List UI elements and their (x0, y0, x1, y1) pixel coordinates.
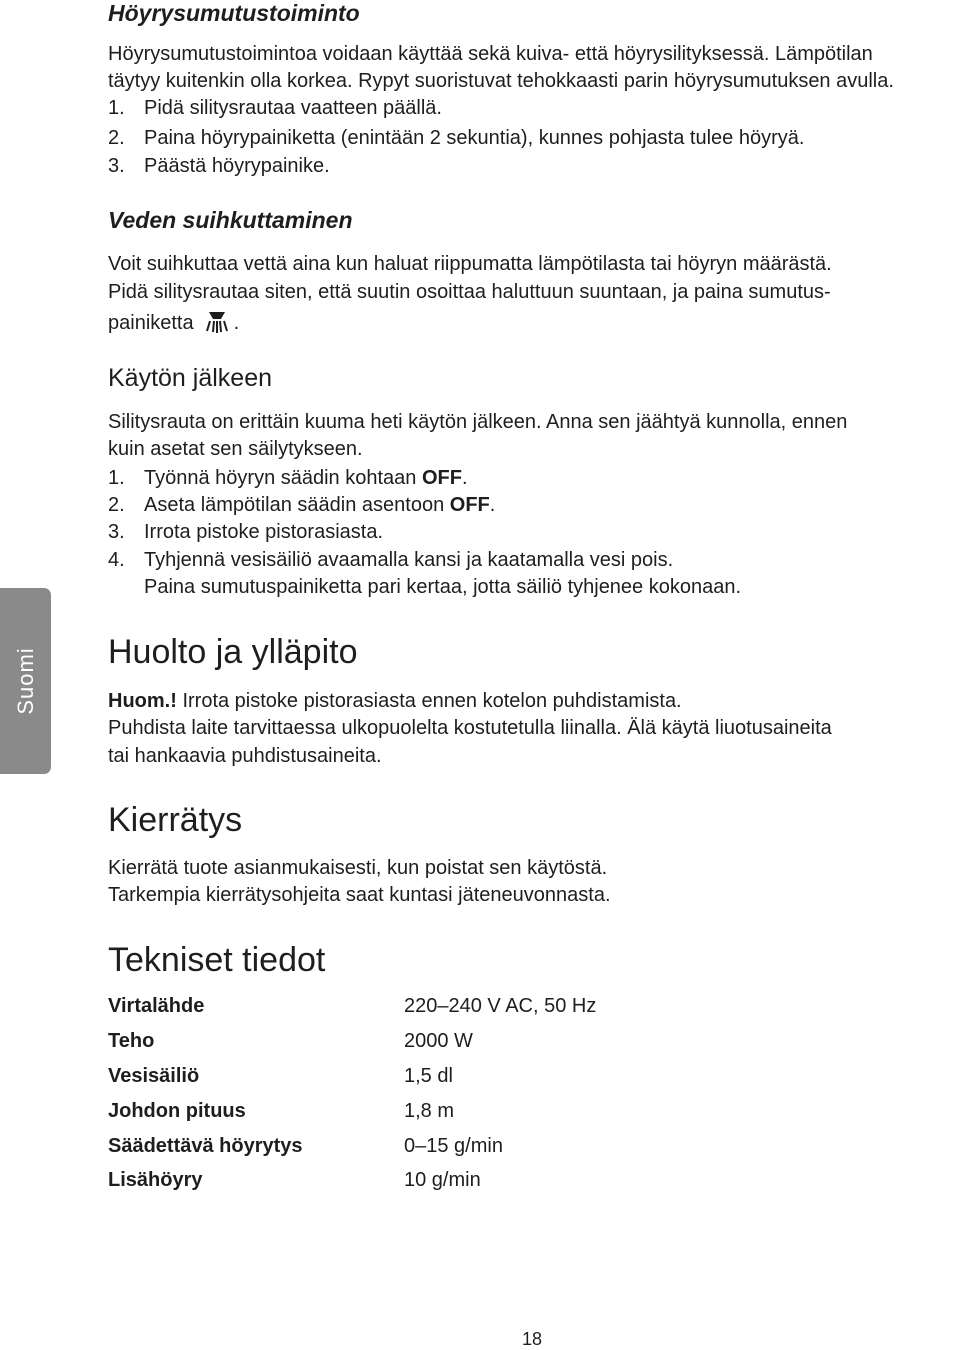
step-number: 1. (108, 467, 125, 489)
step-text: Työnnä höyryn säädin kohtaan (144, 467, 422, 489)
after-use-line2: kuin asetat sen säilytykseen. (108, 438, 363, 460)
step-number: 2. (108, 127, 125, 149)
spray-line3-end: . (233, 312, 240, 334)
spec-value-power: 2000 W (404, 1030, 473, 1052)
maintenance-note (108, 690, 682, 713)
steam-burst-para-line1: Höyrysumutustoimintoa voidaan käyttää sekä kuiva- että höyrysilityksessä. Lämpötilan (108, 43, 873, 65)
spec-label-adjustable-steam: Säädettävä höyrytys (108, 1135, 303, 1157)
step-number: 1. (108, 97, 125, 119)
steam-burst-heading: Höyrysumutustoiminto (108, 0, 360, 26)
spray-line1: Voit suihkuttaa vettä aina kun haluat riippumatta lämpötilasta tai höyryn määrästä. (108, 253, 832, 275)
steam-burst-step-1 (108, 97, 442, 120)
recycling-line2: Tarkempia kierrätysohjeita saat kuntasi jäteneuvonnasta. (108, 884, 611, 906)
step-text: Päästä höyrypainike. (144, 155, 330, 177)
steam-burst-para-line2: täytyy kuitenkin olla korkea. Rypyt suoristuvat tehokkaasti parin höyrysumutuksen avulla. (108, 70, 894, 92)
spec-value-cord-length: 1,8 m (404, 1100, 455, 1122)
after-use-step-4 (108, 549, 673, 572)
spray-button-icon (204, 309, 230, 335)
spec-label-power: Teho (108, 1030, 155, 1052)
after-use-heading: Käytön jälkeen (108, 364, 273, 392)
recycling-line1: Kierrätä tuote asianmukaisesti, kun poistat sen käytöstä. (108, 857, 608, 879)
after-use-step-3 (108, 521, 383, 544)
after-use-step-2 (108, 494, 495, 517)
step-text: Paina höyrypainiketta (enintään 2 sekuntia), kunnes pohjasta tulee höyryä. (144, 127, 805, 149)
after-use-line1: Silitysrauta on erittäin kuuma heti käytön jälkeen. Anna sen jäähtyä kunnolla, ennen (108, 411, 848, 433)
spray-line3 (108, 309, 239, 335)
step-text: Pidä silitysrautaa vaatteen päällä. (144, 97, 442, 119)
step-bold: OFF (421, 467, 462, 489)
maintenance-line3: tai hankaavia puhdistusaineita. (108, 745, 382, 767)
recycling-heading: Kierrätys (108, 801, 243, 839)
steam-burst-step-2 (108, 127, 804, 150)
steam-burst-step-3 (108, 155, 330, 178)
maintenance-note-bold: Huom.! (108, 690, 177, 712)
spec-label-power-source: Virtalähde (108, 995, 205, 1017)
spray-line2: Pidä silitysrautaa siten, että suutin osoittaa haluttuun suuntaan, ja paina sumutus- (108, 281, 831, 303)
step-end: . (461, 467, 468, 489)
step-text: Aseta lämpötilan säädin asentoon (144, 494, 450, 516)
step-number: 2. (108, 494, 125, 516)
spec-label-extra-steam: Lisähöyry (108, 1169, 203, 1191)
spec-value-water-tank: 1,5 dl (404, 1065, 453, 1087)
page-number: 18 (522, 1329, 543, 1349)
spec-value-power-source: 220–240 V AC, 50 Hz (404, 995, 597, 1017)
step-number: 3. (108, 521, 125, 543)
maintenance-heading: Huolto ja ylläpito (108, 633, 358, 671)
step-bold: OFF (449, 494, 490, 516)
after-use-step-4-continued: Paina sumutuspainiketta pari kertaa, jotta säiliö tyhjenee kokonaan. (144, 576, 742, 598)
maintenance-note-text: Irrota pistoke pistorasiasta ennen kotelon puhdistamista. (176, 690, 682, 712)
spray-heading: Veden suihkuttaminen (108, 207, 353, 233)
after-use-step-1 (108, 467, 468, 490)
step-end: . (489, 494, 496, 516)
specs-heading: Tekniset tiedot (108, 941, 326, 979)
step-number: 4. (108, 549, 125, 571)
step-text: Irrota pistoke pistorasiasta. (144, 521, 383, 543)
spec-value-adjustable-steam: 0–15 g/min (404, 1135, 503, 1157)
spec-label-cord-length: Johdon pituus (108, 1100, 246, 1122)
step-text: Tyhjennä vesisäiliö avaamalla kansi ja kaatamalla vesi pois. (144, 549, 674, 571)
language-side-tab-label: Suomi (12, 647, 38, 715)
step-number: 3. (108, 155, 125, 177)
spec-value-extra-steam: 10 g/min (404, 1169, 481, 1191)
spec-label-water-tank: Vesisäiliö (108, 1065, 200, 1087)
maintenance-line2: Puhdista laite tarvittaessa ulkopuolelta kostutetulla liinalla. Älä käytä liuotusaineita (108, 717, 832, 739)
spray-line3-text: painiketta (108, 312, 194, 334)
language-side-tab (0, 588, 51, 774)
